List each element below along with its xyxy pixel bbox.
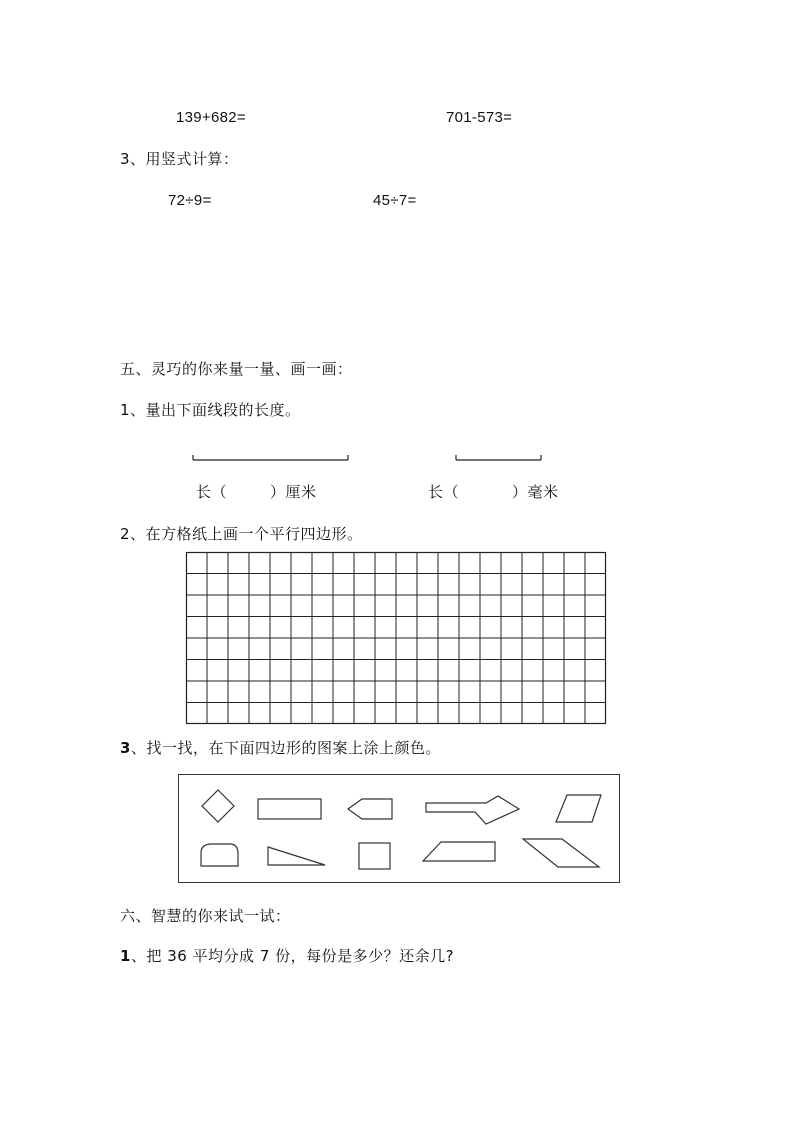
expression-701-minus-573: 701-573= — [446, 109, 513, 126]
section-6-question-1 — [120, 946, 454, 966]
grid-paper[interactable] — [186, 552, 606, 724]
section-5-question-2: 2、在方格纸上画一个平行四边形。 — [120, 525, 363, 543]
measure-1-suffix: ）厘米 — [270, 483, 317, 501]
question-3-title: 3、用竖式计算： — [120, 150, 239, 168]
section-5-title: 五、灵巧的你来量一量、画一画： — [120, 360, 353, 378]
expression-139-plus-682: 139+682= — [176, 109, 246, 126]
measure-1-prefix: 长（ — [196, 483, 228, 501]
expression-45-div-7: 45÷7= — [373, 192, 417, 209]
question-3-number: 3 — [120, 739, 131, 757]
section-5-question-1: 1、量出下面线段的长度。 — [120, 401, 301, 419]
measure-2-prefix: 长（ — [428, 483, 460, 501]
section-6-question-1-number: 1 — [120, 947, 131, 965]
section-5-question-3 — [120, 738, 441, 758]
section-6-title: 六、智慧的你来试一试： — [120, 907, 291, 925]
expression-72-div-9: 72÷9= — [168, 192, 212, 209]
measure-2-suffix: ）毫米 — [512, 483, 559, 501]
segment-1 — [193, 455, 348, 460]
section-6-question-1-text: 、把 36 平均分成 7 份，每份是多少？还余几? — [130, 947, 455, 965]
shapes-panel — [178, 774, 620, 883]
question-3-text: 、找一找，在下面四边形的图案上涂上颜色。 — [130, 739, 441, 757]
line-segments — [0, 450, 794, 470]
segment-2 — [456, 455, 541, 460]
